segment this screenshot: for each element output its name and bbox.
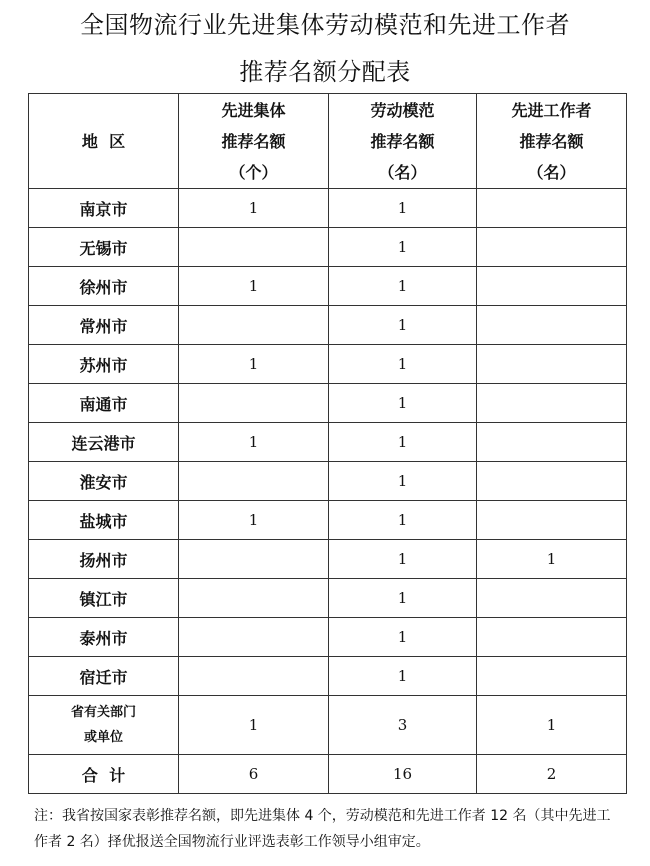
document-title-line1: 全国物流行业先进集体劳动模范和先进工作者 [80,11,570,39]
header-region [29,94,179,189]
model-cell: 1 [329,462,477,501]
collective-cell [179,306,329,345]
region-cell: 常州市 [29,306,179,345]
region-cell: 徐州市 [29,267,179,306]
dept-row [29,696,627,755]
header-region-label: 地 区 [81,131,126,151]
table-row [29,306,627,345]
model-cell: 1 [329,579,477,618]
table-row [29,384,627,423]
dept-collective-cell: 1 [179,696,329,755]
table-row [29,657,627,696]
worker-cell [477,618,627,657]
dept-region-line2: 或单位 [83,730,123,745]
table-row [29,540,627,579]
worker-cell: 1 [477,540,627,579]
table-row [29,618,627,657]
table-row [29,267,627,306]
model-cell: 1 [329,657,477,696]
model-cell: 1 [329,267,477,306]
table-row [29,462,627,501]
total-label-cell [29,755,179,794]
region-cell: 南京市 [29,189,179,228]
region-cell: 宿迁市 [29,657,179,696]
header-collective [179,94,329,189]
worker-cell [477,267,627,306]
worker-cell [477,306,627,345]
table-row [29,345,627,384]
model-cell: 1 [329,345,477,384]
worker-cell [477,462,627,501]
region-cell: 苏州市 [29,345,179,384]
model-cell: 1 [329,306,477,345]
header-model-line2: 推荐名额 [370,131,435,151]
dept-region-line1: 省有关部门 [70,705,136,720]
collective-cell [179,579,329,618]
collective-cell [179,618,329,657]
region-cell: 盐城市 [29,501,179,540]
collective-cell: 1 [179,501,329,540]
region-cell: 无锡市 [29,228,179,267]
worker-cell [477,501,627,540]
header-worker [477,94,627,189]
model-cell: 1 [329,228,477,267]
total-model-cell: 16 [329,755,477,794]
collective-cell: 1 [179,267,329,306]
region-cell: 扬州市 [29,540,179,579]
dept-model-cell: 3 [329,696,477,755]
model-cell: 1 [329,189,477,228]
collective-cell [179,462,329,501]
worker-cell [477,345,627,384]
model-cell: 1 [329,540,477,579]
header-model-line3: （名） [378,162,427,182]
worker-cell [477,228,627,267]
header-model-line1: 劳动模范 [370,100,435,120]
total-collective-cell: 6 [179,755,329,794]
total-row [29,755,627,794]
header-collective-line2: 推荐名额 [221,131,286,151]
header-worker-line3: （名） [527,162,576,182]
total-worker-cell: 2 [477,755,627,794]
collective-cell: 1 [179,189,329,228]
model-cell: 1 [329,384,477,423]
model-cell: 1 [329,501,477,540]
region-cell: 泰州市 [29,618,179,657]
collective-cell: 1 [179,423,329,462]
worker-cell [477,657,627,696]
document-title-line2: 推荐名额分配表 [239,58,411,86]
allocation-table [28,93,627,794]
worker-cell [477,384,627,423]
header-collective-line3: （个） [229,162,278,182]
table-row [29,228,627,267]
collective-cell [179,228,329,267]
worker-cell [477,423,627,462]
table-header-row [29,94,627,189]
table-row [29,189,627,228]
region-cell: 淮安市 [29,462,179,501]
dept-region-cell [29,696,179,755]
dept-worker-cell: 1 [477,696,627,755]
footnote: 注：我省按国家表彰推荐名额，即先进集体 4 个，劳动模范和先进工作者 12 名（其中先进工作者 2 名）择优报送全国物流行业评选表彰工作领导小组审定。 [34,808,611,850]
collective-cell [179,540,329,579]
header-worker-line1: 先进工作者 [511,100,592,120]
header-model [329,94,477,189]
worker-cell [477,579,627,618]
region-cell: 南通市 [29,384,179,423]
table-row [29,501,627,540]
worker-cell [477,189,627,228]
model-cell: 1 [329,618,477,657]
table-row [29,579,627,618]
collective-cell [179,657,329,696]
collective-cell [179,384,329,423]
header-worker-line2: 推荐名额 [519,131,584,151]
region-cell: 镇江市 [29,579,179,618]
total-label: 合 计 [81,765,126,785]
model-cell: 1 [329,423,477,462]
table-row [29,423,627,462]
header-collective-line1: 先进集体 [221,100,286,120]
collective-cell: 1 [179,345,329,384]
region-cell: 连云港市 [29,423,179,462]
